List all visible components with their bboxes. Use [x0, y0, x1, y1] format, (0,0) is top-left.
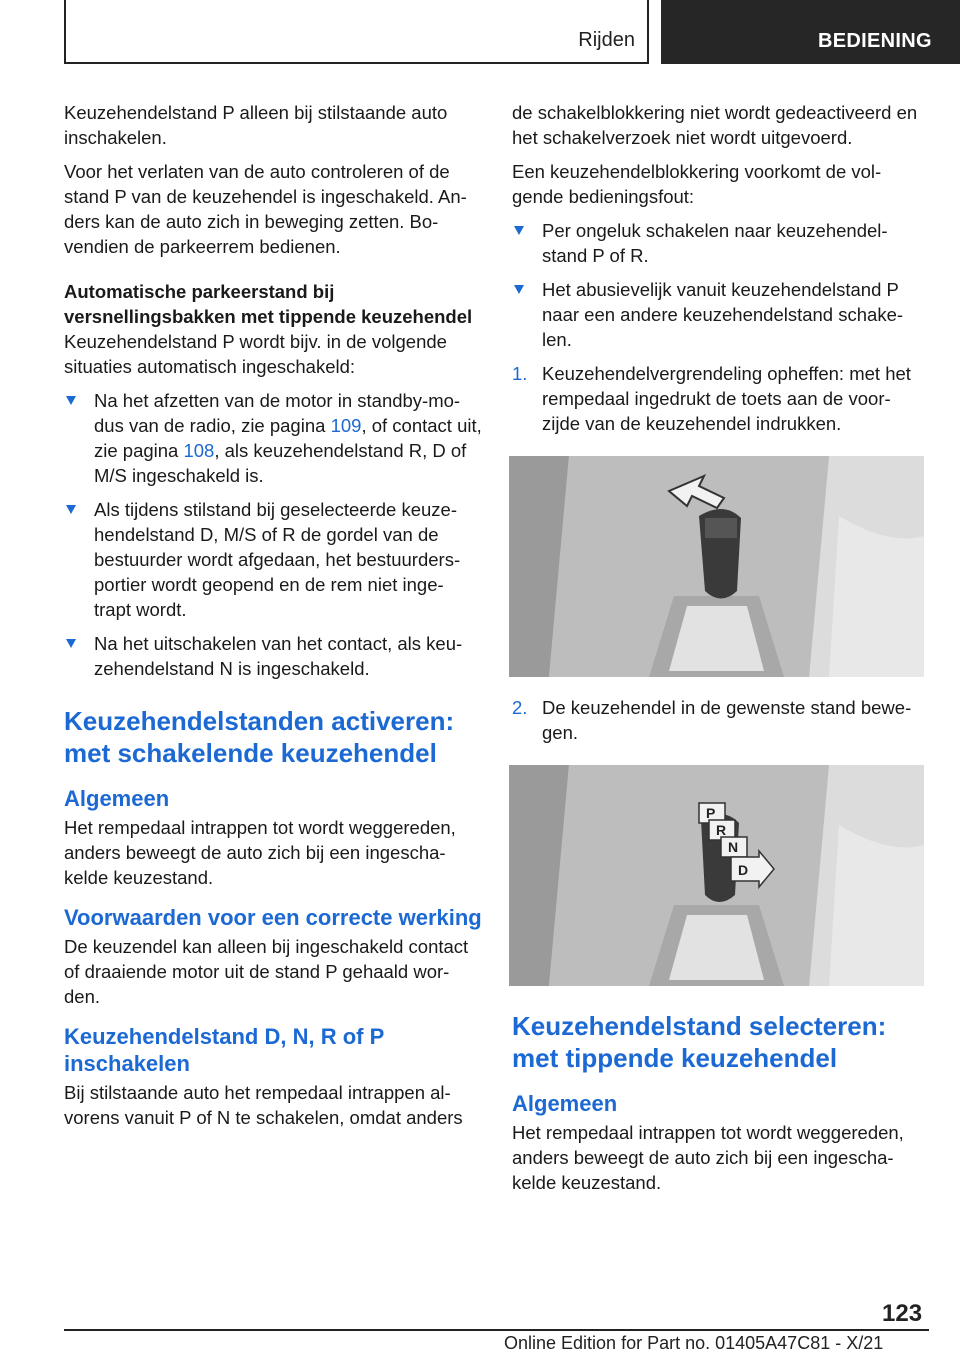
subsection-heading: Algemeen [512, 1091, 618, 1116]
list-item [64, 631, 482, 681]
gear-label-p: P [706, 805, 716, 821]
paragraph: de schakelblokkering niet wordt gedeactiveerd en het schakelverzoek niet wordt uitgevoerd. [512, 102, 918, 148]
list-item-text: , als keuzehendelstand R, D of M/S ingeschakeld is. [94, 440, 467, 486]
gear-label-r: R [716, 822, 727, 838]
list-item [64, 497, 482, 622]
gear-lever-photo-positions [509, 765, 924, 986]
list-item-text: Na het afzetten van de motor in standby-mo- dus van de radio, zie pagina [94, 390, 461, 436]
step-number: 1. [512, 363, 528, 384]
bullet-list [512, 218, 926, 352]
list-item-text: Als tijdens stilstand bij geselecteerde keuze- hendelstand D, M/S of R de gordel van de bestuurder wordt afgedaan, het bestuurders- portier wordt geopend en de rem niet inge- trapt wordt. [94, 499, 461, 620]
step-number: 2. [512, 697, 528, 718]
paragraph: De keuzendel kan alleen bij ingeschakeld contact of draaiende motor uit de stand P gehaald wor- den. [64, 936, 469, 1007]
page-link-108[interactable]: 108 [183, 440, 215, 461]
section-heading: Keuzehendelstanden activeren: met schakelende keuzehendel [64, 706, 455, 768]
paragraph: Keuzehendelstand P wordt bijv. in de volgende situaties automatisch ingeschakeld: [64, 331, 447, 377]
list-item [512, 218, 926, 268]
triangle-bullet-icon [66, 505, 76, 514]
section-heading: Keuzehendelstand selecteren: met tippende keuzehendel [512, 1011, 887, 1073]
step-list [512, 695, 926, 745]
triangle-bullet-icon [66, 396, 76, 405]
gear-label-n: N [728, 839, 739, 855]
header-section-label: BEDIENING [818, 30, 932, 52]
footer-edition: Online Edition for Part no. 01405A47C81 - X/21 [504, 1333, 884, 1353]
right-column [512, 100, 926, 1204]
paragraph: Het rempedaal intrappen tot wordt weggereden, anders beweegt de auto zich bij een ingescha- kelde keuzestand. [512, 1122, 904, 1193]
subheading: Automatische parkeerstand bij versnellingsbakken met tippende keuzehendel [64, 281, 473, 327]
header-chapter-box [64, 0, 649, 64]
subsection-heading: Keuzehendelstand D, N, R of P inschakelen [64, 1024, 384, 1076]
header-section-tab [661, 0, 960, 64]
subsection-heading: Algemeen [64, 786, 170, 811]
list-item [64, 388, 482, 488]
list-item-text: Per ongeluk schakelen naar keuzehendel- stand P of R. [542, 220, 888, 266]
footer-divider [64, 1329, 929, 1331]
page-number: 123 [882, 1300, 923, 1327]
gear-positions-illustration [509, 765, 924, 986]
step-text: De keuzehendel in de gewenste stand bewe- gen. [542, 697, 912, 743]
bullet-list [64, 388, 482, 681]
step-text: Keuzehendelvergrendeling opheffen: met het rempedaal ingedrukt de toets aan de voor- zijde van de keuzehendel indrukken. [542, 363, 911, 434]
gear-label-d: D [738, 862, 749, 878]
step-item [512, 695, 926, 745]
header-chapter: Rijden [578, 29, 635, 51]
list-item-text: Het abusievelijk vanuit keuzehendelstand P naar een andere keuzehendelstand schake- len. [542, 279, 904, 350]
page-link-109[interactable]: 109 [330, 415, 362, 436]
list-item-text: Na het uitschakelen van het contact, als keu- zehendelstand N is ingeschakeld. [94, 633, 463, 679]
triangle-bullet-icon [66, 639, 76, 648]
subsection-heading: Voorwaarden voor een correcte werking [64, 905, 482, 930]
paragraph: Een keuzehendelblokkering voorkomt de vol- gende bedieningsfout: [512, 161, 882, 207]
triangle-bullet-icon [514, 285, 524, 294]
triangle-bullet-icon [514, 226, 524, 235]
gear-lever-illustration [509, 456, 924, 677]
list-item-text: , of contact uit, zie pagina [94, 415, 482, 461]
paragraph: Het rempedaal intrappen tot wordt weggereden, anders beweegt de auto zich bij een ingescha- kelde keuzestand. [64, 817, 456, 888]
step-list [512, 361, 926, 436]
paragraph: Bij stilstaande auto het rempedaal intrappen al- vorens vanuit P of N te schakelen, omdat anders [64, 1082, 463, 1128]
paragraph: Keuzehendelstand P alleen bij stilstaande auto inschakelen. [64, 102, 448, 148]
step-item [512, 361, 926, 436]
list-item [512, 277, 926, 352]
paragraph: Voor het verlaten van de auto controleren of de stand P van de keuzehendel is ingeschakeld. An- ders kan de auto zich in beweging zetten. Bo- vendien de parkeerrem bedienen. [64, 161, 467, 257]
left-column [64, 100, 482, 1139]
gear-lever-photo-unlock [509, 456, 924, 677]
